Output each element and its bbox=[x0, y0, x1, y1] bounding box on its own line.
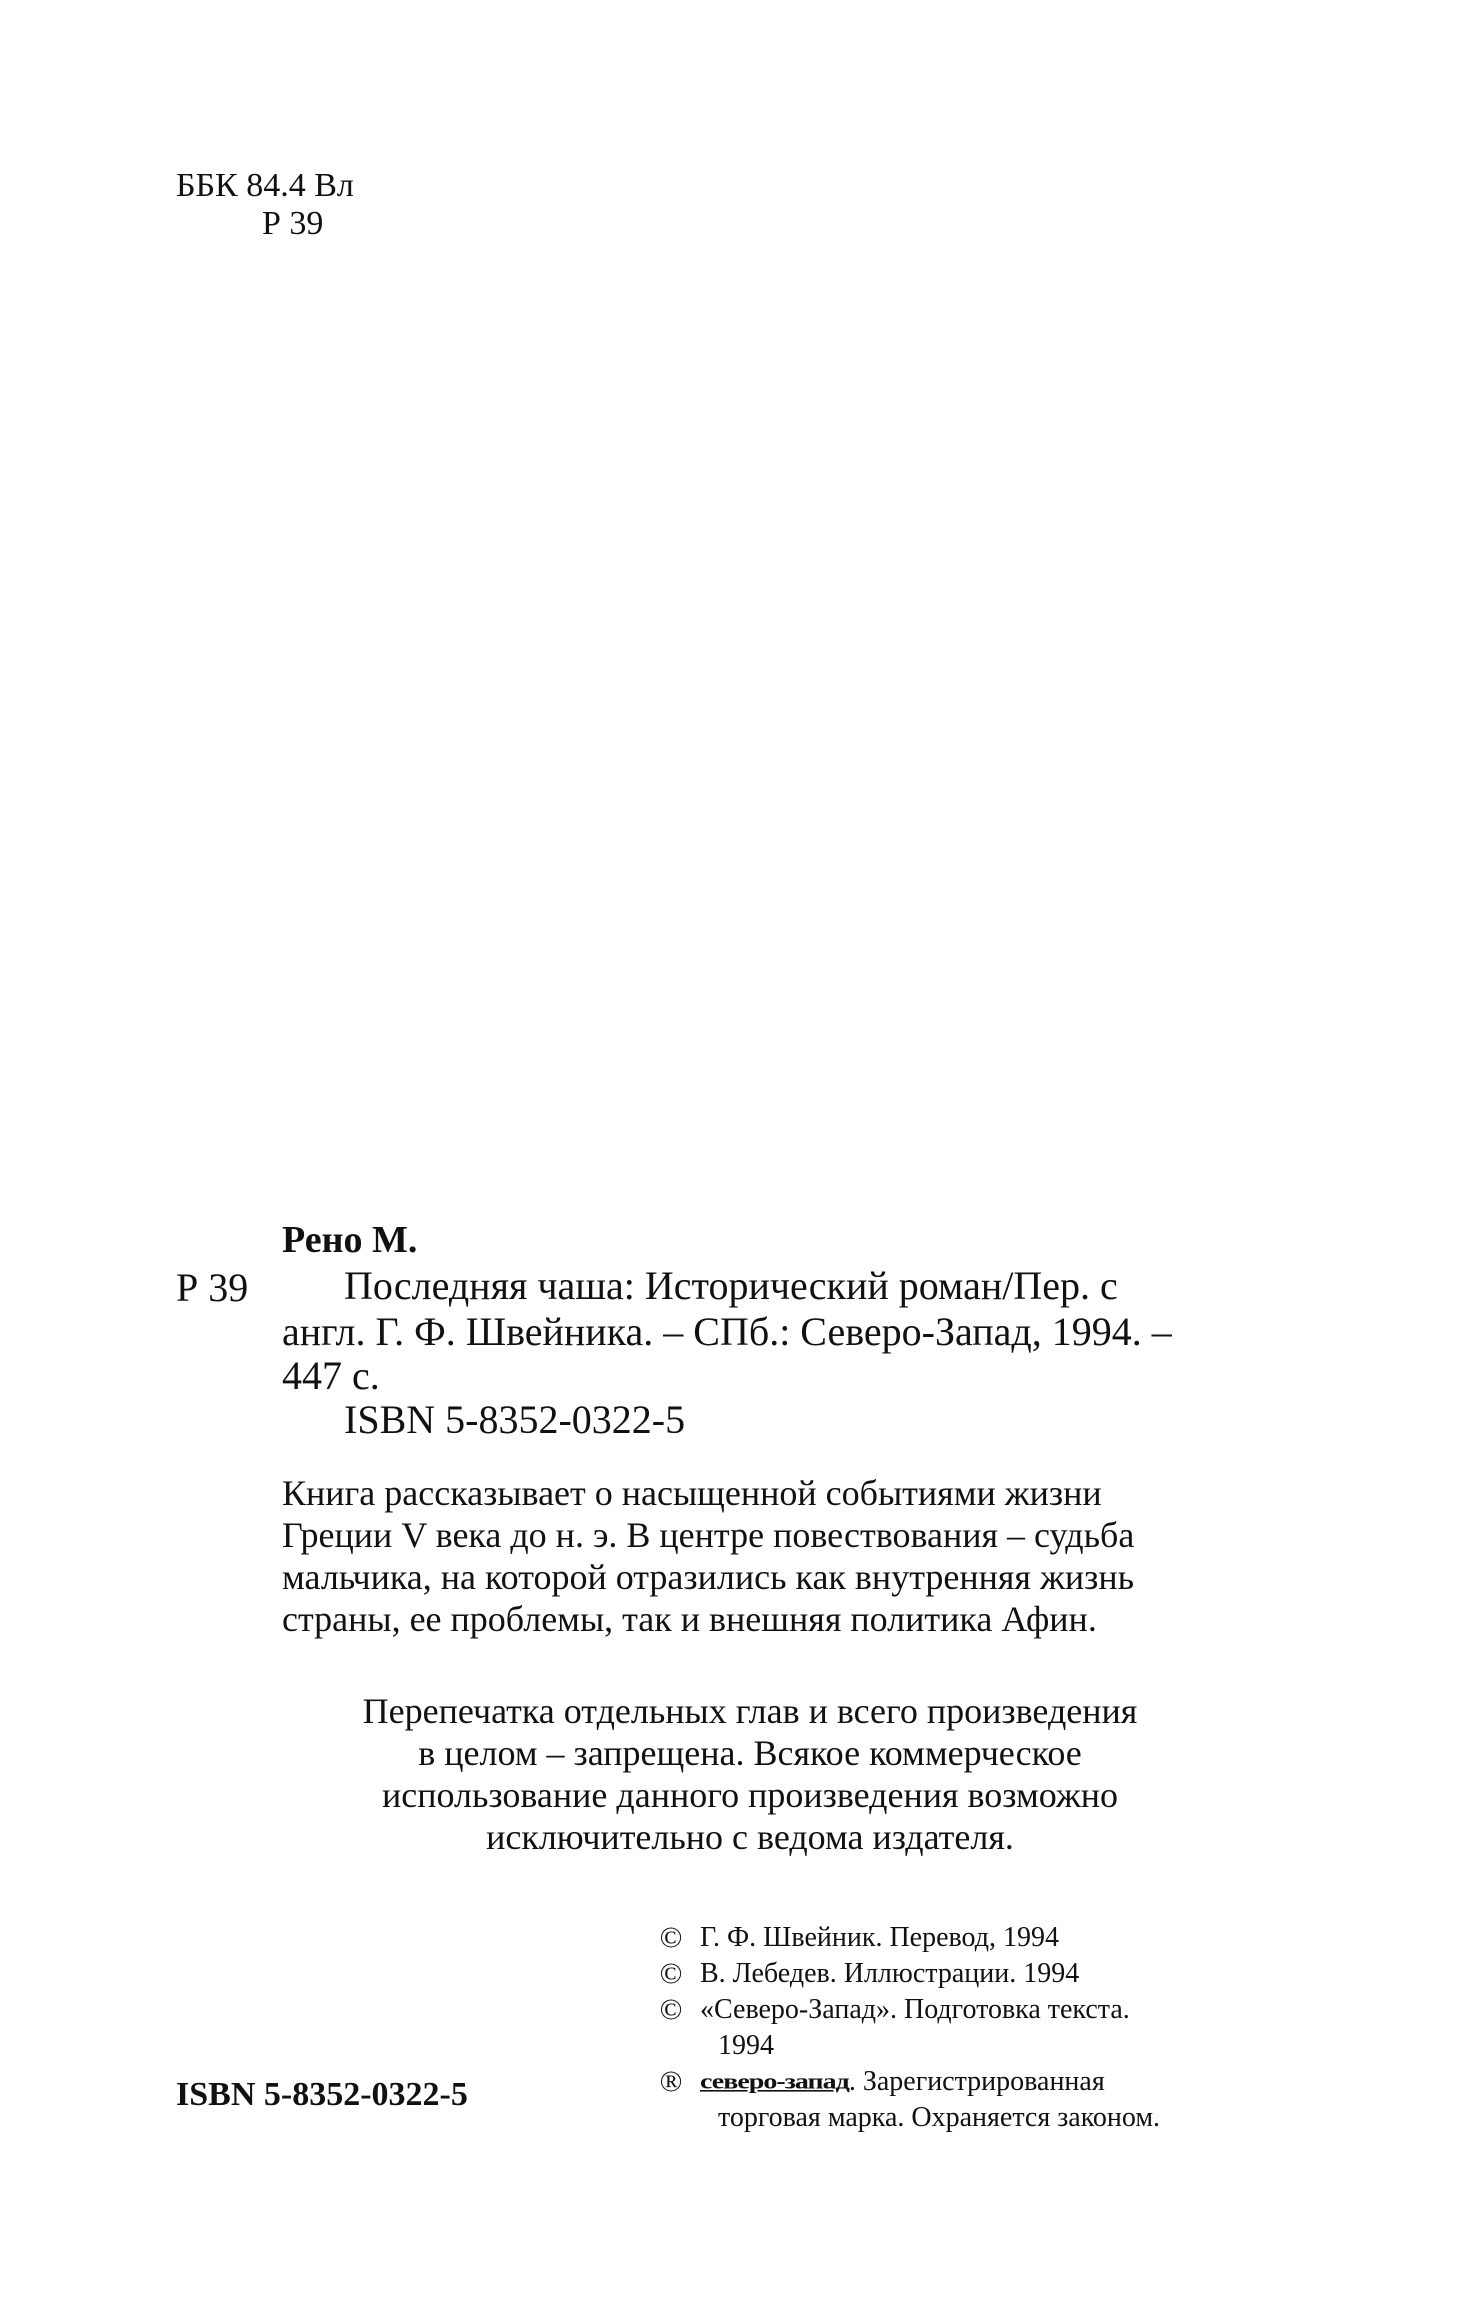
trademark-row bbox=[656, 2064, 1160, 2100]
copyright-text: «Северо-Запад». Подготовка текста. bbox=[700, 1994, 1130, 2025]
abstract-line: Книга рассказывает о насыщенной событиями жизни bbox=[282, 1473, 1102, 1513]
notice-line: в целом – запрещена. Всякое коммерческое bbox=[418, 1733, 1082, 1773]
bbk-code: ББК 84.4 Вл bbox=[176, 167, 354, 204]
publisher-logo: северо-запад bbox=[700, 2069, 849, 2094]
title-line: Последняя чаша: Исторический роман/Пер. с bbox=[344, 1263, 1118, 1308]
copyright-text: В. Лебедев. Иллюстрации. 1994 bbox=[700, 1958, 1080, 1989]
copyright-icon: © bbox=[659, 1957, 683, 1990]
copyright-row bbox=[656, 1920, 1160, 1956]
notice-line: исключительно с ведома издателя. bbox=[486, 1817, 1014, 1857]
trademark-text-2: торговая марка. Охраняется законом. bbox=[718, 2102, 1161, 2133]
notice-line: использование данного произведения возможно bbox=[381, 1775, 1119, 1815]
copyright-notice bbox=[270, 1690, 1230, 1858]
copyright-block bbox=[656, 1920, 1160, 2136]
notice-line: Перепечатка отдельных глав и всего произведения bbox=[362, 1691, 1138, 1731]
abstract-line: страны, ее проблемы, так и внешняя политика Афин. bbox=[282, 1599, 1097, 1639]
author-mark-top: Р 39 bbox=[262, 205, 324, 242]
copyright-year: 1994 bbox=[718, 2030, 774, 2061]
isbn-footer: ISBN 5-8352-0322-5 bbox=[176, 2076, 468, 2113]
copyright-row bbox=[656, 1956, 1160, 1992]
copyright-row bbox=[656, 1992, 1160, 2028]
isbn-inline: ISBN 5-8352-0322-5 bbox=[344, 1397, 686, 1442]
biblio-line-2: англ. Г. Ф. Швейника. – СПб.: Северо-Запад, 1994. – bbox=[282, 1309, 1172, 1354]
abstract-line: мальчика, на которой отразились как внутренняя жизнь bbox=[282, 1557, 1135, 1597]
author-name: Рено М. bbox=[282, 1219, 418, 1261]
trademark-text: . Зарегистрированная bbox=[848, 2066, 1105, 2097]
copyright-text: Г. Ф. Швейник. Перевод, 1994 bbox=[700, 1922, 1059, 1953]
copyright-icon: © bbox=[659, 1993, 683, 2026]
copyright-icon: © bbox=[659, 1921, 683, 1954]
trademark-line bbox=[700, 2064, 1105, 2100]
abstract-line: Греции V века до н. э. В центре повествования – судьба bbox=[282, 1515, 1135, 1555]
biblio-line-3: 447 с. bbox=[282, 1353, 380, 1398]
catalog-number: Р 39 bbox=[176, 1265, 249, 1310]
registered-icon: ® bbox=[659, 2065, 683, 2098]
abstract bbox=[282, 1472, 1312, 1640]
